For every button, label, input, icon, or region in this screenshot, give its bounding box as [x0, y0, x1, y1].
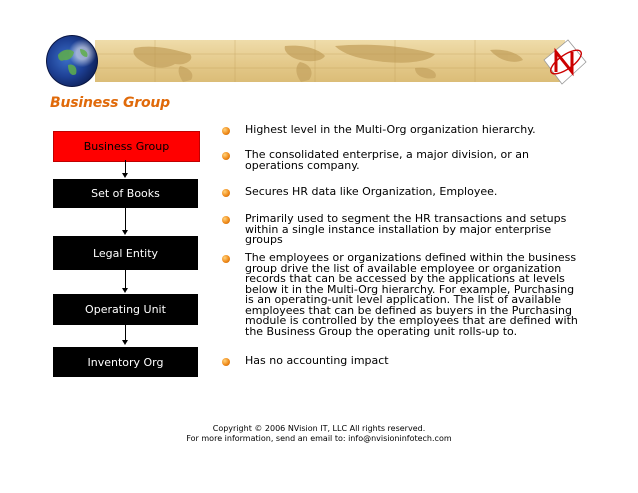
hierarchy-label: Legal Entity: [92, 246, 159, 260]
list-item: [222, 253, 579, 337]
bullet-text: The employees or organizations defined within the business group drive the list of available employee or organization records that can be accessed by the applications at levels below it in the Multi-Org hierarchy. For example, Purchasing is an operating-unit level application. The list of available employees that can be defined as buyers in the Purchasing module is controlled by the employees that are defined with the Business Group the operating unit rolls-up to.: [245, 251, 578, 338]
bullet-icon: [222, 358, 230, 366]
bullet-text: Highest level in the Multi-Org organization hierarchy.: [245, 123, 536, 136]
bullet-text: Secures HR data like Organization, Employee.: [245, 185, 498, 198]
hierarchy-label: Set of Books: [91, 187, 160, 200]
arrow-down-icon: [122, 173, 128, 178]
hierarchy-box-inventory-org[interactable]: [53, 347, 198, 377]
list-item: [222, 187, 579, 198]
arrow-down-icon: [122, 288, 128, 293]
list-item: [222, 356, 579, 367]
hierarchy-label: Inventory Org: [87, 355, 164, 369]
connector-line: [125, 208, 126, 231]
hierarchy-box-business-group[interactable]: [53, 131, 200, 162]
bullet-icon: [222, 127, 230, 135]
hierarchy-label: Business Group: [83, 140, 170, 153]
connector-line: [125, 160, 126, 174]
connector-line: [125, 325, 126, 341]
list-item: [222, 125, 579, 136]
hierarchy-box-legal-entity[interactable]: [53, 236, 198, 270]
page-title: Business Group: [50, 95, 170, 111]
connector-line: [125, 270, 126, 289]
bullet-icon: [222, 152, 230, 160]
header-banner: [95, 40, 565, 82]
nvision-logo-icon: [540, 38, 590, 86]
bullet-text: Primarily used to segment the HR transactions and setups within a single instance installation by major enterprise groups: [245, 212, 567, 246]
bullet-icon: [222, 189, 230, 197]
footer-contact: For more information, send an email to: info@nvisioninfotech.com: [186, 434, 452, 443]
arrow-down-icon: [122, 230, 128, 235]
bullet-text: Has no accounting impact: [245, 354, 389, 367]
hierarchy-box-operating-unit[interactable]: [53, 294, 198, 325]
world-map-graphic: [95, 40, 565, 82]
bullet-icon: [222, 216, 230, 224]
bullet-icon: [222, 255, 230, 263]
globe-icon: [46, 35, 98, 87]
hierarchy-box-set-of-books[interactable]: [53, 179, 198, 208]
hierarchy-label: Operating Unit: [85, 303, 166, 316]
arrow-down-icon: [122, 340, 128, 345]
bullet-text: The consolidated enterprise, a major division, or an operations company.: [245, 148, 530, 172]
list-item: [222, 150, 579, 171]
footer-copyright: Copyright © 2006 NVision IT, LLC All rights reserved.: [212, 424, 426, 433]
list-item: [222, 214, 579, 246]
